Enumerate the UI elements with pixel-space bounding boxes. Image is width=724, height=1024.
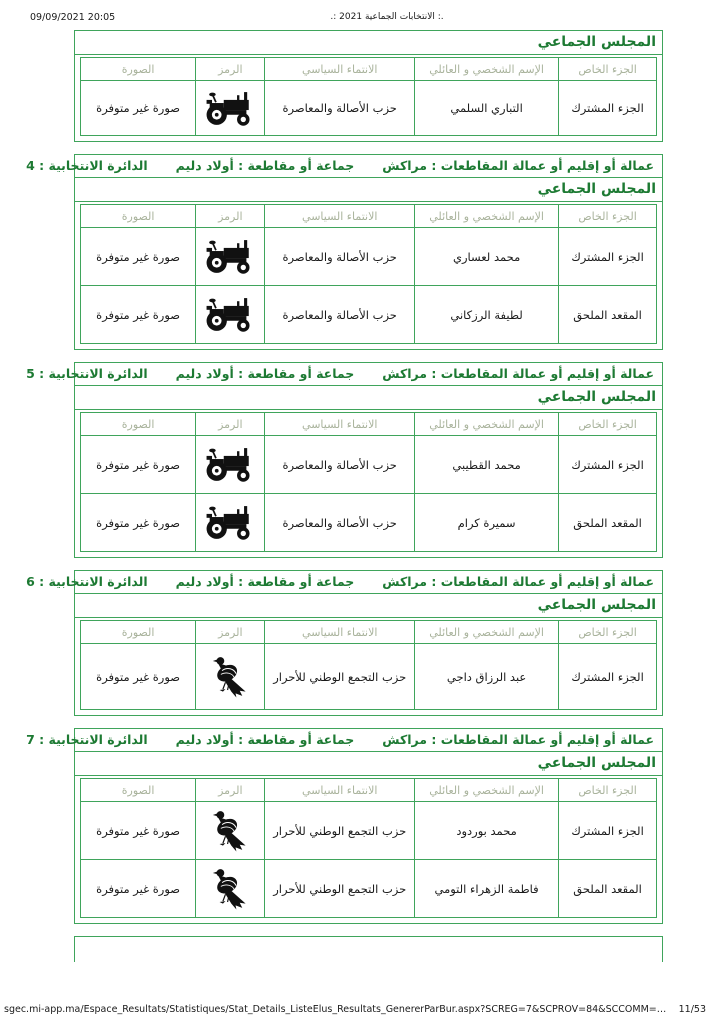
table-row xyxy=(81,286,657,344)
print-footer-page-number: 11/53 xyxy=(678,1004,706,1015)
print-datetime: 09/09/2021 20:05 xyxy=(30,12,116,23)
name-cell: محمد القطيبي xyxy=(415,436,559,494)
district-header-bar xyxy=(26,155,662,178)
col-header-name: الإسم الشخصي و العائلي xyxy=(415,413,559,436)
col-header-photo: الصورة xyxy=(81,58,196,81)
symbol-cell xyxy=(196,802,265,860)
dove-icon xyxy=(212,653,249,700)
commune-label: جماعة أو مقاطعة : أولاد دليم xyxy=(175,158,355,173)
part-cell: الجزء المشترك xyxy=(559,228,657,286)
results-table-wrap xyxy=(75,776,662,923)
table-row xyxy=(81,644,657,710)
council-title: المجلس الجماعي xyxy=(75,752,662,776)
name-cell: لطيفة الرزكاني xyxy=(415,286,559,344)
col-header-party: الانتماء السياسي xyxy=(265,779,415,802)
council-title: المجلس الجماعي xyxy=(75,178,662,202)
col-header-symbol: الرمز xyxy=(196,413,265,436)
col-header-symbol: الرمز xyxy=(196,58,265,81)
col-header-name: الإسم الشخصي و العائلي xyxy=(415,58,559,81)
photo-cell: صورة غير متوفرة xyxy=(81,436,196,494)
table-row xyxy=(81,228,657,286)
col-header-name: الإسم الشخصي و العائلي xyxy=(415,205,559,228)
council-title: المجلس الجماعي xyxy=(75,31,662,55)
results-table-wrap xyxy=(75,202,662,349)
col-header-photo: الصورة xyxy=(81,413,196,436)
tractor-icon xyxy=(205,238,255,275)
commune-label: جماعة أو مقاطعة : أولاد دليم xyxy=(175,574,355,589)
council-title: المجلس الجماعي xyxy=(75,386,662,410)
party-cell: حزب التجمع الوطني للأحرار xyxy=(265,644,415,710)
table-row xyxy=(81,860,657,918)
tractor-icon xyxy=(205,504,255,541)
results-table xyxy=(80,57,657,136)
table-header-row xyxy=(81,413,657,436)
photo-cell: صورة غير متوفرة xyxy=(81,286,196,344)
district-label: الدائرة الانتخابية : 5 xyxy=(26,366,148,381)
name-cell: التباري السلمي xyxy=(415,81,559,136)
col-header-symbol: الرمز xyxy=(196,621,265,644)
table-row xyxy=(81,436,657,494)
district-table-7 xyxy=(26,728,663,924)
symbol-cell xyxy=(196,860,265,918)
results-table-wrap xyxy=(75,55,662,141)
col-header-party: الانتماء السياسي xyxy=(265,58,415,81)
table-row xyxy=(81,81,657,136)
part-cell: المقعد الملحق xyxy=(559,494,657,552)
part-cell: الجزء المشترك xyxy=(559,81,657,136)
col-header-part: الجزء الخاص xyxy=(559,621,657,644)
photo-cell: صورة غير متوفرة xyxy=(81,228,196,286)
district-table-6 xyxy=(26,570,663,716)
col-header-part: الجزء الخاص xyxy=(559,205,657,228)
col-header-name: الإسم الشخصي و العائلي xyxy=(415,779,559,802)
col-header-part: الجزء الخاص xyxy=(559,779,657,802)
results-table xyxy=(80,620,657,710)
results-table xyxy=(80,204,657,344)
party-cell: حزب الأصالة والمعاصرة xyxy=(265,228,415,286)
table-row xyxy=(81,802,657,860)
party-cell: حزب الأصالة والمعاصرة xyxy=(265,436,415,494)
col-header-symbol: الرمز xyxy=(196,205,265,228)
symbol-cell xyxy=(196,644,265,710)
photo-cell: صورة غير متوفرة xyxy=(81,802,196,860)
name-cell: محمد بوردود xyxy=(415,802,559,860)
photo-cell: صورة غير متوفرة xyxy=(81,860,196,918)
part-cell: الجزء المشترك xyxy=(559,644,657,710)
district-header-bar xyxy=(26,729,662,752)
commune-label: جماعة أو مقاطعة : أولاد دليم xyxy=(175,732,355,747)
name-cell: فاطمة الزهراء التومي xyxy=(415,860,559,918)
district-table-5 xyxy=(26,362,663,558)
symbol-cell xyxy=(196,436,265,494)
col-header-party: الانتماء السياسي xyxy=(265,413,415,436)
col-header-symbol: الرمز xyxy=(196,779,265,802)
dove-icon xyxy=(212,807,249,854)
table-header-row xyxy=(81,58,657,81)
col-header-part: الجزء الخاص xyxy=(559,58,657,81)
tractor-icon xyxy=(205,296,255,333)
party-cell: حزب التجمع الوطني للأحرار xyxy=(265,802,415,860)
part-cell: المقعد الملحق xyxy=(559,860,657,918)
col-header-name: الإسم الشخصي و العائلي xyxy=(415,621,559,644)
part-cell: الجزء المشترك xyxy=(559,802,657,860)
district-label: الدائرة الانتخابية : 6 xyxy=(26,574,148,589)
next-table-cutoff xyxy=(74,936,663,962)
part-cell: المقعد الملحق xyxy=(559,286,657,344)
tractor-icon xyxy=(205,446,255,483)
results-table xyxy=(80,412,657,552)
dove-icon xyxy=(212,865,249,912)
party-cell: حزب الأصالة والمعاصرة xyxy=(265,286,415,344)
results-table-wrap xyxy=(75,618,662,715)
province-label: عمالة أو إقليم أو عمالة المقاطعات : مراكش xyxy=(382,732,654,747)
symbol-cell xyxy=(196,228,265,286)
results-table xyxy=(80,778,657,918)
page-content xyxy=(26,30,663,962)
province-label: عمالة أو إقليم أو عمالة المقاطعات : مراكش xyxy=(382,574,654,589)
col-header-photo: الصورة xyxy=(81,779,196,802)
photo-cell: صورة غير متوفرة xyxy=(81,644,196,710)
part-cell: الجزء المشترك xyxy=(559,436,657,494)
col-header-party: الانتماء السياسي xyxy=(265,621,415,644)
table-header-row xyxy=(81,205,657,228)
table-header-row xyxy=(81,779,657,802)
symbol-cell xyxy=(196,81,265,136)
photo-cell: صورة غير متوفرة xyxy=(81,494,196,552)
document-title: .: الانتخابات الجماعية 2021 :. xyxy=(330,12,444,22)
symbol-cell xyxy=(196,286,265,344)
council-title: المجلس الجماعي xyxy=(75,594,662,618)
party-cell: حزب التجمع الوطني للأحرار xyxy=(265,860,415,918)
tractor-icon xyxy=(205,90,255,127)
district-table-continued xyxy=(74,30,663,142)
symbol-cell xyxy=(196,494,265,552)
table-header-row xyxy=(81,621,657,644)
results-table-wrap xyxy=(75,410,662,557)
name-cell: عبد الرزاق داجي xyxy=(415,644,559,710)
table-row xyxy=(81,494,657,552)
province-label: عمالة أو إقليم أو عمالة المقاطعات : مراكش xyxy=(382,366,654,381)
district-label: الدائرة الانتخابية : 4 xyxy=(26,158,148,173)
col-header-part: الجزء الخاص xyxy=(559,413,657,436)
name-cell: محمد لعساري xyxy=(415,228,559,286)
district-table-4 xyxy=(26,154,663,350)
district-header-bar xyxy=(26,571,662,594)
print-footer-url: sgec.mi-app.ma/Espace_Resultats/Statistiques/Stat_Details_ListeElus_Resultats_GenererParBur.aspx?SCREG=7&SCPROV=84&SCCOMM=… xyxy=(4,1004,667,1015)
commune-label: جماعة أو مقاطعة : أولاد دليم xyxy=(175,366,355,381)
col-header-party: الانتماء السياسي xyxy=(265,205,415,228)
col-header-photo: الصورة xyxy=(81,621,196,644)
district-label: الدائرة الانتخابية : 7 xyxy=(26,732,148,747)
party-cell: حزب الأصالة والمعاصرة xyxy=(265,81,415,136)
name-cell: سميرة كرام xyxy=(415,494,559,552)
district-header-bar xyxy=(26,363,662,386)
col-header-photo: الصورة xyxy=(81,205,196,228)
photo-cell: صورة غير متوفرة xyxy=(81,81,196,136)
party-cell: حزب الأصالة والمعاصرة xyxy=(265,494,415,552)
province-label: عمالة أو إقليم أو عمالة المقاطعات : مراكش xyxy=(382,158,654,173)
